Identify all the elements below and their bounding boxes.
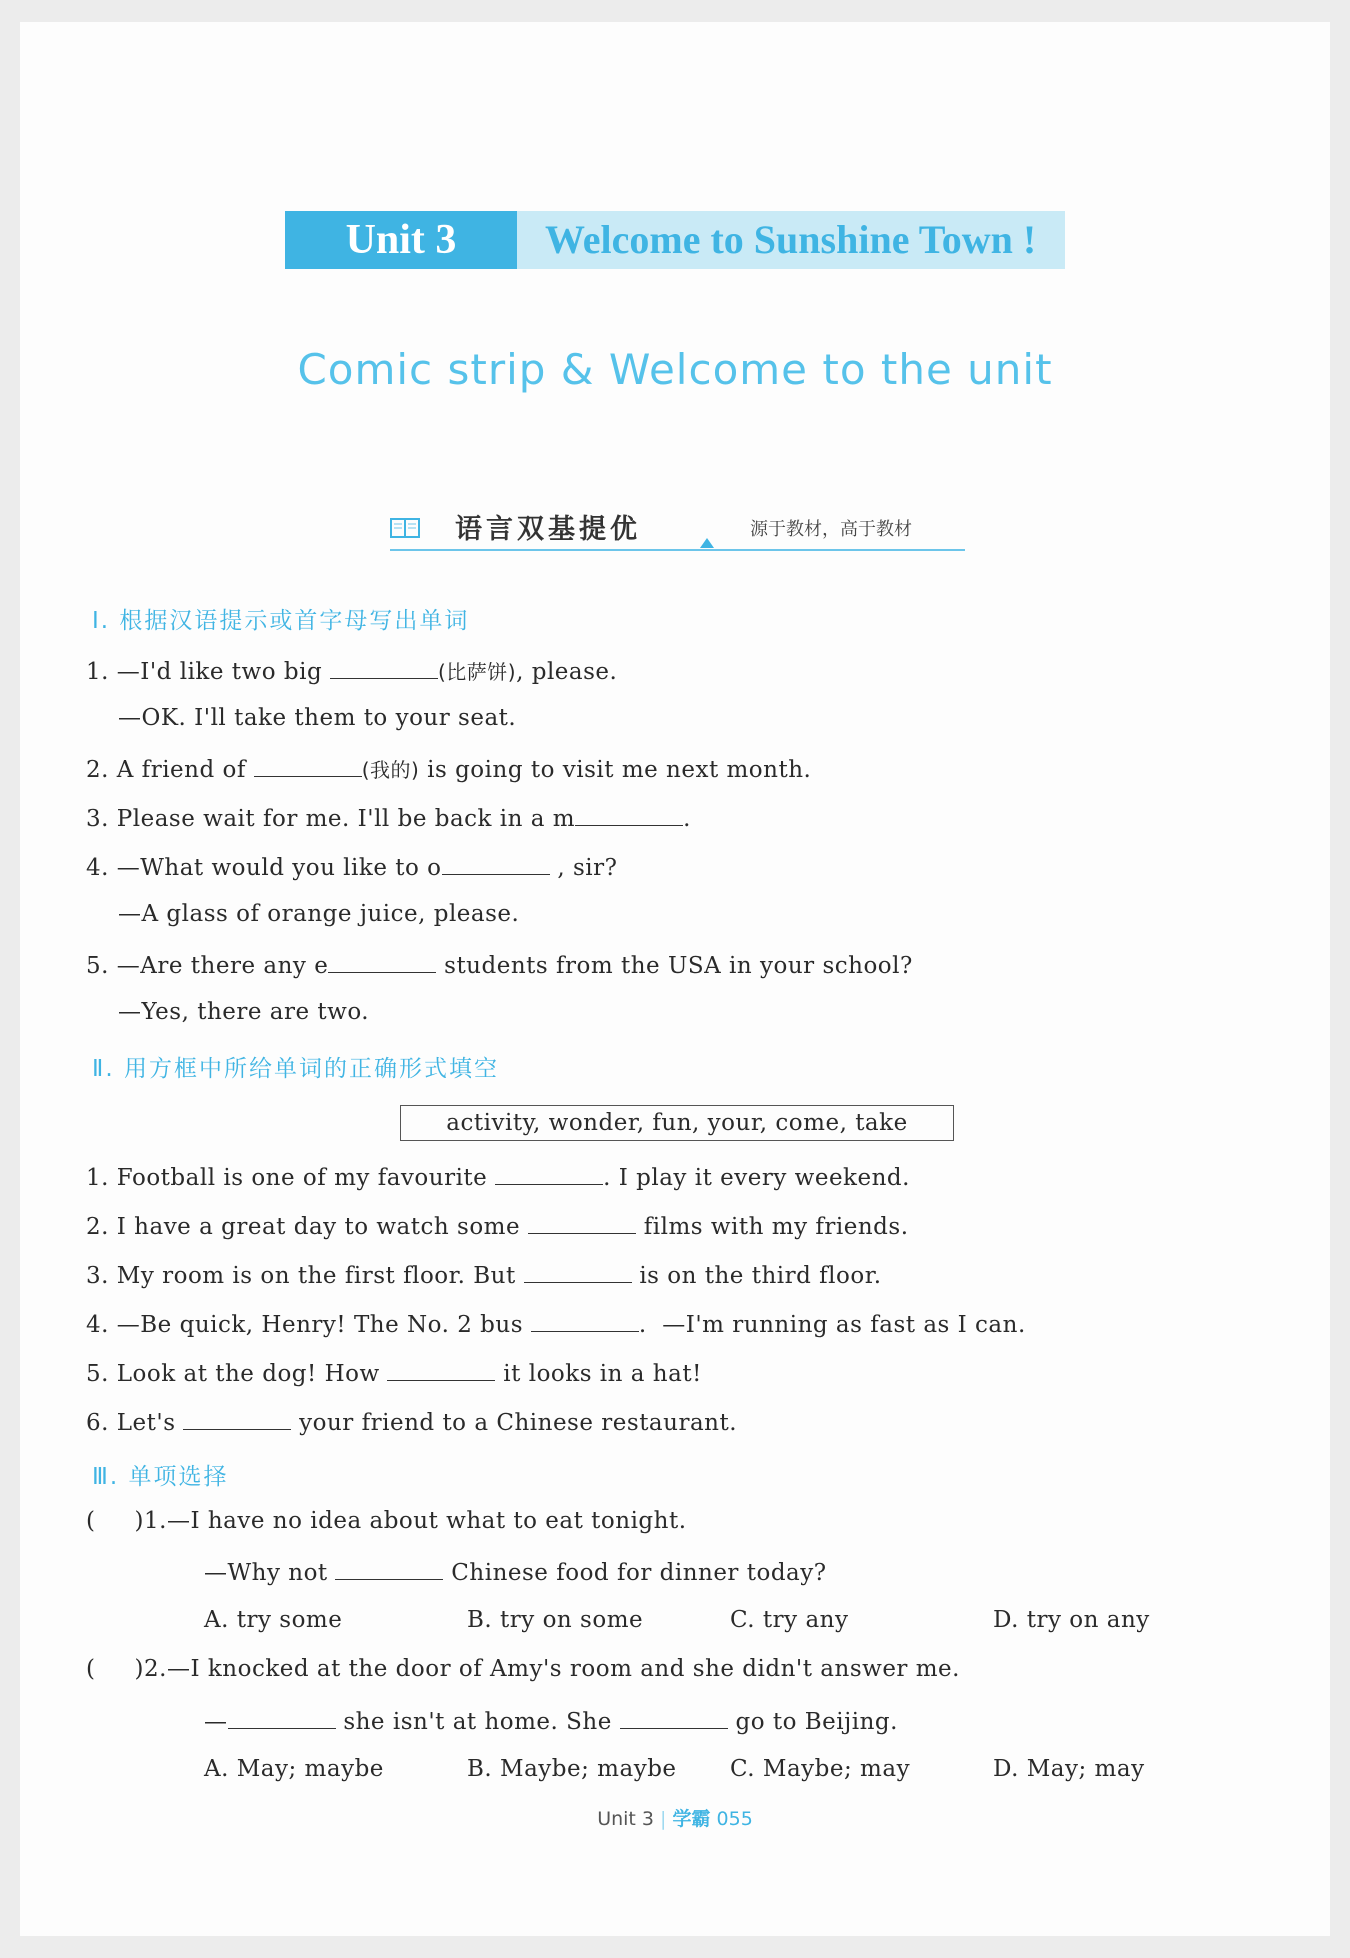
option-c[interactable]: C. try any bbox=[730, 1607, 849, 1633]
answer-blank[interactable] bbox=[387, 1358, 495, 1381]
list-item: 4. —Be quick, Henry! The No. 2 bus . —I'm running as fast as I can. bbox=[86, 1309, 1026, 1338]
answer-paren[interactable]: ( )2. bbox=[86, 1656, 167, 1682]
answer-blank[interactable] bbox=[575, 803, 683, 826]
list-item: 1. —I'd like two big (比萨饼), please. bbox=[86, 656, 617, 685]
answer-blank[interactable] bbox=[335, 1557, 443, 1580]
page-footer: Unit 3 | 学霸 055 bbox=[597, 1808, 753, 1830]
unit-banner bbox=[285, 211, 1065, 269]
option-a[interactable]: A. try some bbox=[204, 1607, 343, 1633]
unit-label: Unit 3 bbox=[285, 211, 517, 269]
word-box: activity, wonder, fun, your, come, take bbox=[400, 1105, 954, 1141]
section-subtitle: 源于教材，高于教材 bbox=[750, 519, 912, 540]
option-a[interactable]: A. May; maybe bbox=[204, 1756, 384, 1782]
part3-heading: Ⅲ. 单项选择 bbox=[92, 1464, 229, 1490]
answer-blank[interactable] bbox=[228, 1706, 336, 1729]
question-2-line2: — she isn't at home. She go to Beijing. bbox=[204, 1706, 898, 1735]
list-item: 3. Please wait for me. I'll be back in a m . bbox=[86, 803, 691, 832]
question-1: ( )1.—I have no idea about what to eat tonight. bbox=[86, 1508, 687, 1534]
question-2: ( )2.—I knocked at the door of Amy's room and she didn't answer me. bbox=[86, 1656, 960, 1682]
list-item: 4. —What would you like to o , sir? bbox=[86, 852, 617, 881]
list-item: 6. Let's your friend to a Chinese restaurant. bbox=[86, 1407, 737, 1436]
option-d[interactable]: D. try on any bbox=[993, 1607, 1150, 1633]
list-item: 5. Look at the dog! How it looks in a hat! bbox=[86, 1358, 702, 1387]
option-d[interactable]: D. May; may bbox=[993, 1756, 1145, 1782]
list-item: —Yes, there are two. bbox=[118, 999, 370, 1025]
answer-blank[interactable] bbox=[495, 1162, 603, 1185]
section-title: 语言双基提优 bbox=[455, 514, 641, 545]
triangle-marker-icon bbox=[700, 538, 714, 548]
option-b[interactable]: B. Maybe; maybe bbox=[467, 1756, 677, 1782]
book-icon bbox=[390, 515, 420, 539]
list-item: 3. My room is on the first floor. But is on the third floor. bbox=[86, 1260, 882, 1289]
option-b[interactable]: B. try on some bbox=[467, 1607, 644, 1633]
answer-blank[interactable] bbox=[330, 656, 438, 679]
answer-blank[interactable] bbox=[328, 950, 436, 973]
answer-blank[interactable] bbox=[531, 1309, 639, 1332]
part1-heading: Ⅰ. 根据汉语提示或首字母写出单词 bbox=[92, 608, 470, 634]
footer-unit: Unit 3 bbox=[597, 1808, 654, 1830]
list-item: —OK. I'll take them to your seat. bbox=[118, 705, 517, 731]
list-item: 5. —Are there any e students from the USA in your school? bbox=[86, 950, 913, 979]
worksheet-page bbox=[20, 22, 1330, 1936]
section-header bbox=[390, 505, 965, 551]
unit-title: Welcome to Sunshine Town ! bbox=[545, 217, 1037, 262]
list-item: —A glass of orange juice, please. bbox=[118, 901, 520, 927]
answer-blank[interactable] bbox=[183, 1407, 291, 1430]
answer-blank[interactable] bbox=[254, 754, 362, 777]
part2-heading: Ⅱ. 用方框中所给单词的正确形式填空 bbox=[92, 1056, 499, 1082]
list-item: 1. Football is one of my favourite . I play it every weekend. bbox=[86, 1162, 910, 1191]
answer-blank[interactable] bbox=[620, 1706, 728, 1729]
answer-paren[interactable]: ( )1. bbox=[86, 1508, 167, 1534]
answer-blank[interactable] bbox=[524, 1260, 632, 1283]
question-1-line2: —Why not Chinese food for dinner today? bbox=[204, 1557, 827, 1586]
list-item: 2. A friend of (我的) is going to visit me next month. bbox=[86, 754, 811, 783]
option-c[interactable]: C. Maybe; may bbox=[730, 1756, 911, 1782]
lesson-title: Comic strip & Welcome to the unit bbox=[297, 345, 1053, 394]
answer-blank[interactable] bbox=[442, 852, 550, 875]
answer-blank[interactable] bbox=[528, 1211, 636, 1234]
page-number: 055 bbox=[716, 1808, 753, 1830]
list-item: 2. I have a great day to watch some films with my friends. bbox=[86, 1211, 909, 1240]
footer-brand: 学霸 bbox=[672, 1808, 711, 1830]
